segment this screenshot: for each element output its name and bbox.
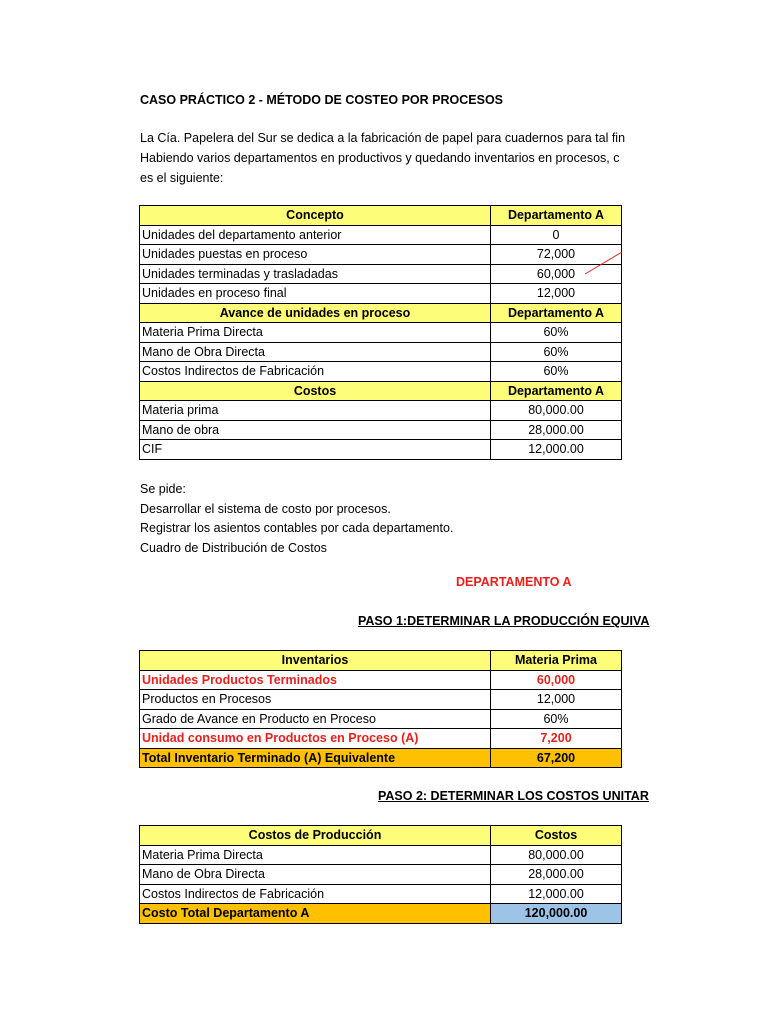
table-header-row	[140, 826, 622, 846]
header-cell[interactable]: Costos de Producción	[140, 826, 491, 846]
cell-value[interactable]: 28,000.00	[491, 420, 622, 440]
intro-line: La Cía. Papelera del Sur se dedica a la fabricación de papel para cuadernos para tal fin	[140, 131, 626, 145]
header-cell[interactable]: Departamento A	[491, 381, 622, 401]
table-row	[140, 245, 622, 265]
header-cell[interactable]: Costos	[140, 381, 491, 401]
data-table	[139, 205, 622, 460]
cell-label[interactable]: Costos Indirectos de Fabricación	[140, 362, 491, 382]
table-row	[140, 670, 622, 690]
header-cell[interactable]: Departamento A	[491, 303, 622, 323]
table-row	[140, 401, 622, 421]
red-annotation-stroke	[584, 250, 624, 276]
header-cell[interactable]: Inventarios	[140, 651, 491, 671]
equivalent-production-table	[139, 650, 622, 768]
table-row	[140, 284, 622, 304]
cell-label[interactable]: Unidades terminadas y trasladadas	[140, 264, 491, 284]
cell-value[interactable]: 80,000.00	[491, 845, 622, 865]
total-label[interactable]: Total Inventario Terminado (A) Equivalente	[140, 748, 491, 768]
cell-value[interactable]: 12,000.00	[491, 440, 622, 460]
cell-label[interactable]: Grado de Avance en Producto en Proceso	[140, 709, 491, 729]
table-total-row	[140, 904, 622, 924]
header-cell[interactable]: Materia Prima	[491, 651, 622, 671]
cell-value[interactable]: 0	[491, 225, 622, 245]
cell-label[interactable]: Unidades del departamento anterior	[140, 225, 491, 245]
step-1-heading: PASO 1:DETERMINAR LA PRODUCCIÓN EQUIVA	[358, 614, 650, 628]
table-row	[140, 865, 622, 885]
cell-value[interactable]: 28,000.00	[491, 865, 622, 885]
cell-value[interactable]: 60,000	[491, 264, 622, 284]
table-row	[140, 362, 622, 382]
table-row	[140, 709, 622, 729]
table-row	[140, 845, 622, 865]
requirement-item: Registrar los asientos contables por cada departamento.	[140, 521, 454, 535]
cell-value[interactable]: 60%	[491, 709, 622, 729]
requirements-list	[140, 480, 453, 558]
department-heading: DEPARTAMENTO A	[456, 575, 572, 589]
table-header-row	[140, 651, 622, 671]
table-row	[140, 420, 622, 440]
intro-line: Habiendo varios departamentos en productivos y quedando inventarios en procesos, c	[140, 151, 620, 165]
total-value[interactable]: 67,200	[491, 748, 622, 768]
cell-value[interactable]: 60,000	[491, 670, 622, 690]
table-subheader-row	[140, 303, 622, 323]
cell-label[interactable]: Mano de Obra Directa	[140, 865, 491, 885]
table-row	[140, 440, 622, 460]
cell-value[interactable]: 12,000	[491, 284, 622, 304]
cell-value[interactable]: 12,000.00	[491, 884, 622, 904]
step-2-heading: PASO 2: DETERMINAR LOS COSTOS UNITAR	[378, 789, 649, 803]
cell-label[interactable]: Materia prima	[140, 401, 491, 421]
cell-value[interactable]: 12,000	[491, 690, 622, 710]
cell-value[interactable]: 80,000.00	[491, 401, 622, 421]
table-row	[140, 884, 622, 904]
cell-label[interactable]: Unidades en proceso final	[140, 284, 491, 304]
cell-value[interactable]: 72,000	[491, 245, 622, 265]
table-row	[140, 225, 622, 245]
requirements-heading: Se pide:	[140, 482, 186, 496]
cell-label[interactable]: Costos Indirectos de Fabricación	[140, 884, 491, 904]
table-row	[140, 729, 622, 749]
document-title: CASO PRÁCTICO 2 - MÉTODO DE COSTEO POR PROCESOS	[140, 93, 504, 107]
cell-label[interactable]: Unidad consumo en Productos en Proceso (A)	[140, 729, 491, 749]
header-cell[interactable]: Avance de unidades en proceso	[140, 303, 491, 323]
cell-value[interactable]: 60%	[491, 342, 622, 362]
cell-label[interactable]: CIF	[140, 440, 491, 460]
table-subheader-row	[140, 381, 622, 401]
requirement-item: Desarrollar el sistema de costo por procesos.	[140, 501, 391, 516]
table-row	[140, 342, 622, 362]
cell-label[interactable]: Mano de obra	[140, 420, 491, 440]
table-row	[140, 264, 622, 284]
cell-label[interactable]: Materia Prima Directa	[140, 323, 491, 343]
table-row	[140, 323, 622, 343]
header-cell[interactable]: Costos	[491, 826, 622, 846]
cell-label[interactable]: Mano de Obra Directa	[140, 342, 491, 362]
table-header-row	[140, 206, 622, 226]
header-cell[interactable]: Concepto	[140, 206, 491, 226]
table-row	[140, 690, 622, 710]
table-total-row	[140, 748, 622, 768]
production-costs-table	[139, 825, 622, 924]
intro-paragraph	[140, 128, 625, 188]
total-value[interactable]: 120,000.00	[491, 904, 622, 924]
cell-value[interactable]: 60%	[491, 362, 622, 382]
cell-value[interactable]: 7,200	[491, 729, 622, 749]
cell-label[interactable]: Unidades Productos Terminados	[140, 670, 491, 690]
cell-label[interactable]: Unidades puestas en proceso	[140, 245, 491, 265]
cell-label[interactable]: Materia Prima Directa	[140, 845, 491, 865]
total-label[interactable]: Costo Total Departamento A	[140, 904, 491, 924]
requirement-item: Cuadro de Distribución de Costos	[140, 540, 327, 555]
cell-label[interactable]: Productos en Procesos	[140, 690, 491, 710]
cell-value[interactable]: 60%	[491, 323, 622, 343]
header-cell[interactable]: Departamento A	[491, 206, 622, 226]
intro-line: es el siguiente:	[140, 171, 224, 185]
